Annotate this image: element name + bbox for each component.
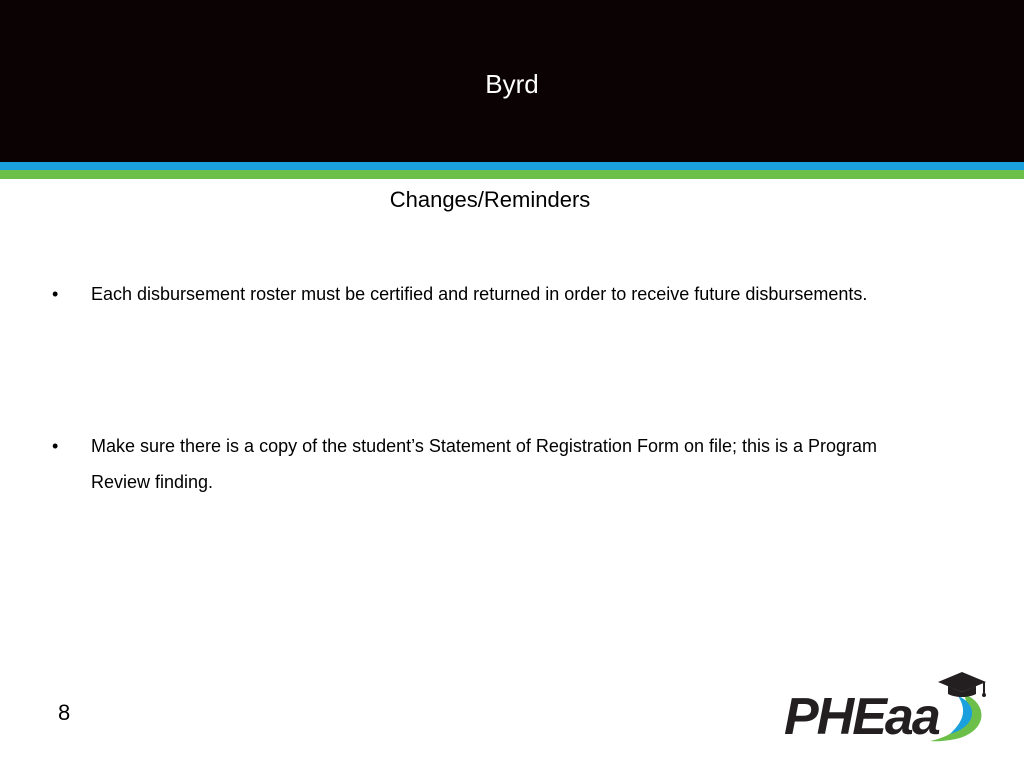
bullet-text: Make sure there is a copy of the student’s Statement of Registration Form on file; this is a Program Review finding. [91, 436, 878, 492]
graduation-cap-icon [938, 672, 986, 697]
header-band [0, 0, 1024, 162]
page-number: 8 [58, 700, 71, 725]
green-stripe [0, 170, 1024, 179]
blue-stripe [0, 162, 1024, 170]
bullet-marker: • [52, 284, 59, 304]
logo-wordmark: PHEaa [784, 688, 939, 746]
slide-title: Byrd [485, 69, 539, 99]
bullet-marker: • [52, 436, 59, 456]
slide-subtitle: Changes/Reminders [389, 187, 591, 212]
bullet-text: Each disbursement roster must be certified and returned in order to receive future disbursements. [91, 284, 868, 304]
pheaa-logo [780, 668, 996, 748]
